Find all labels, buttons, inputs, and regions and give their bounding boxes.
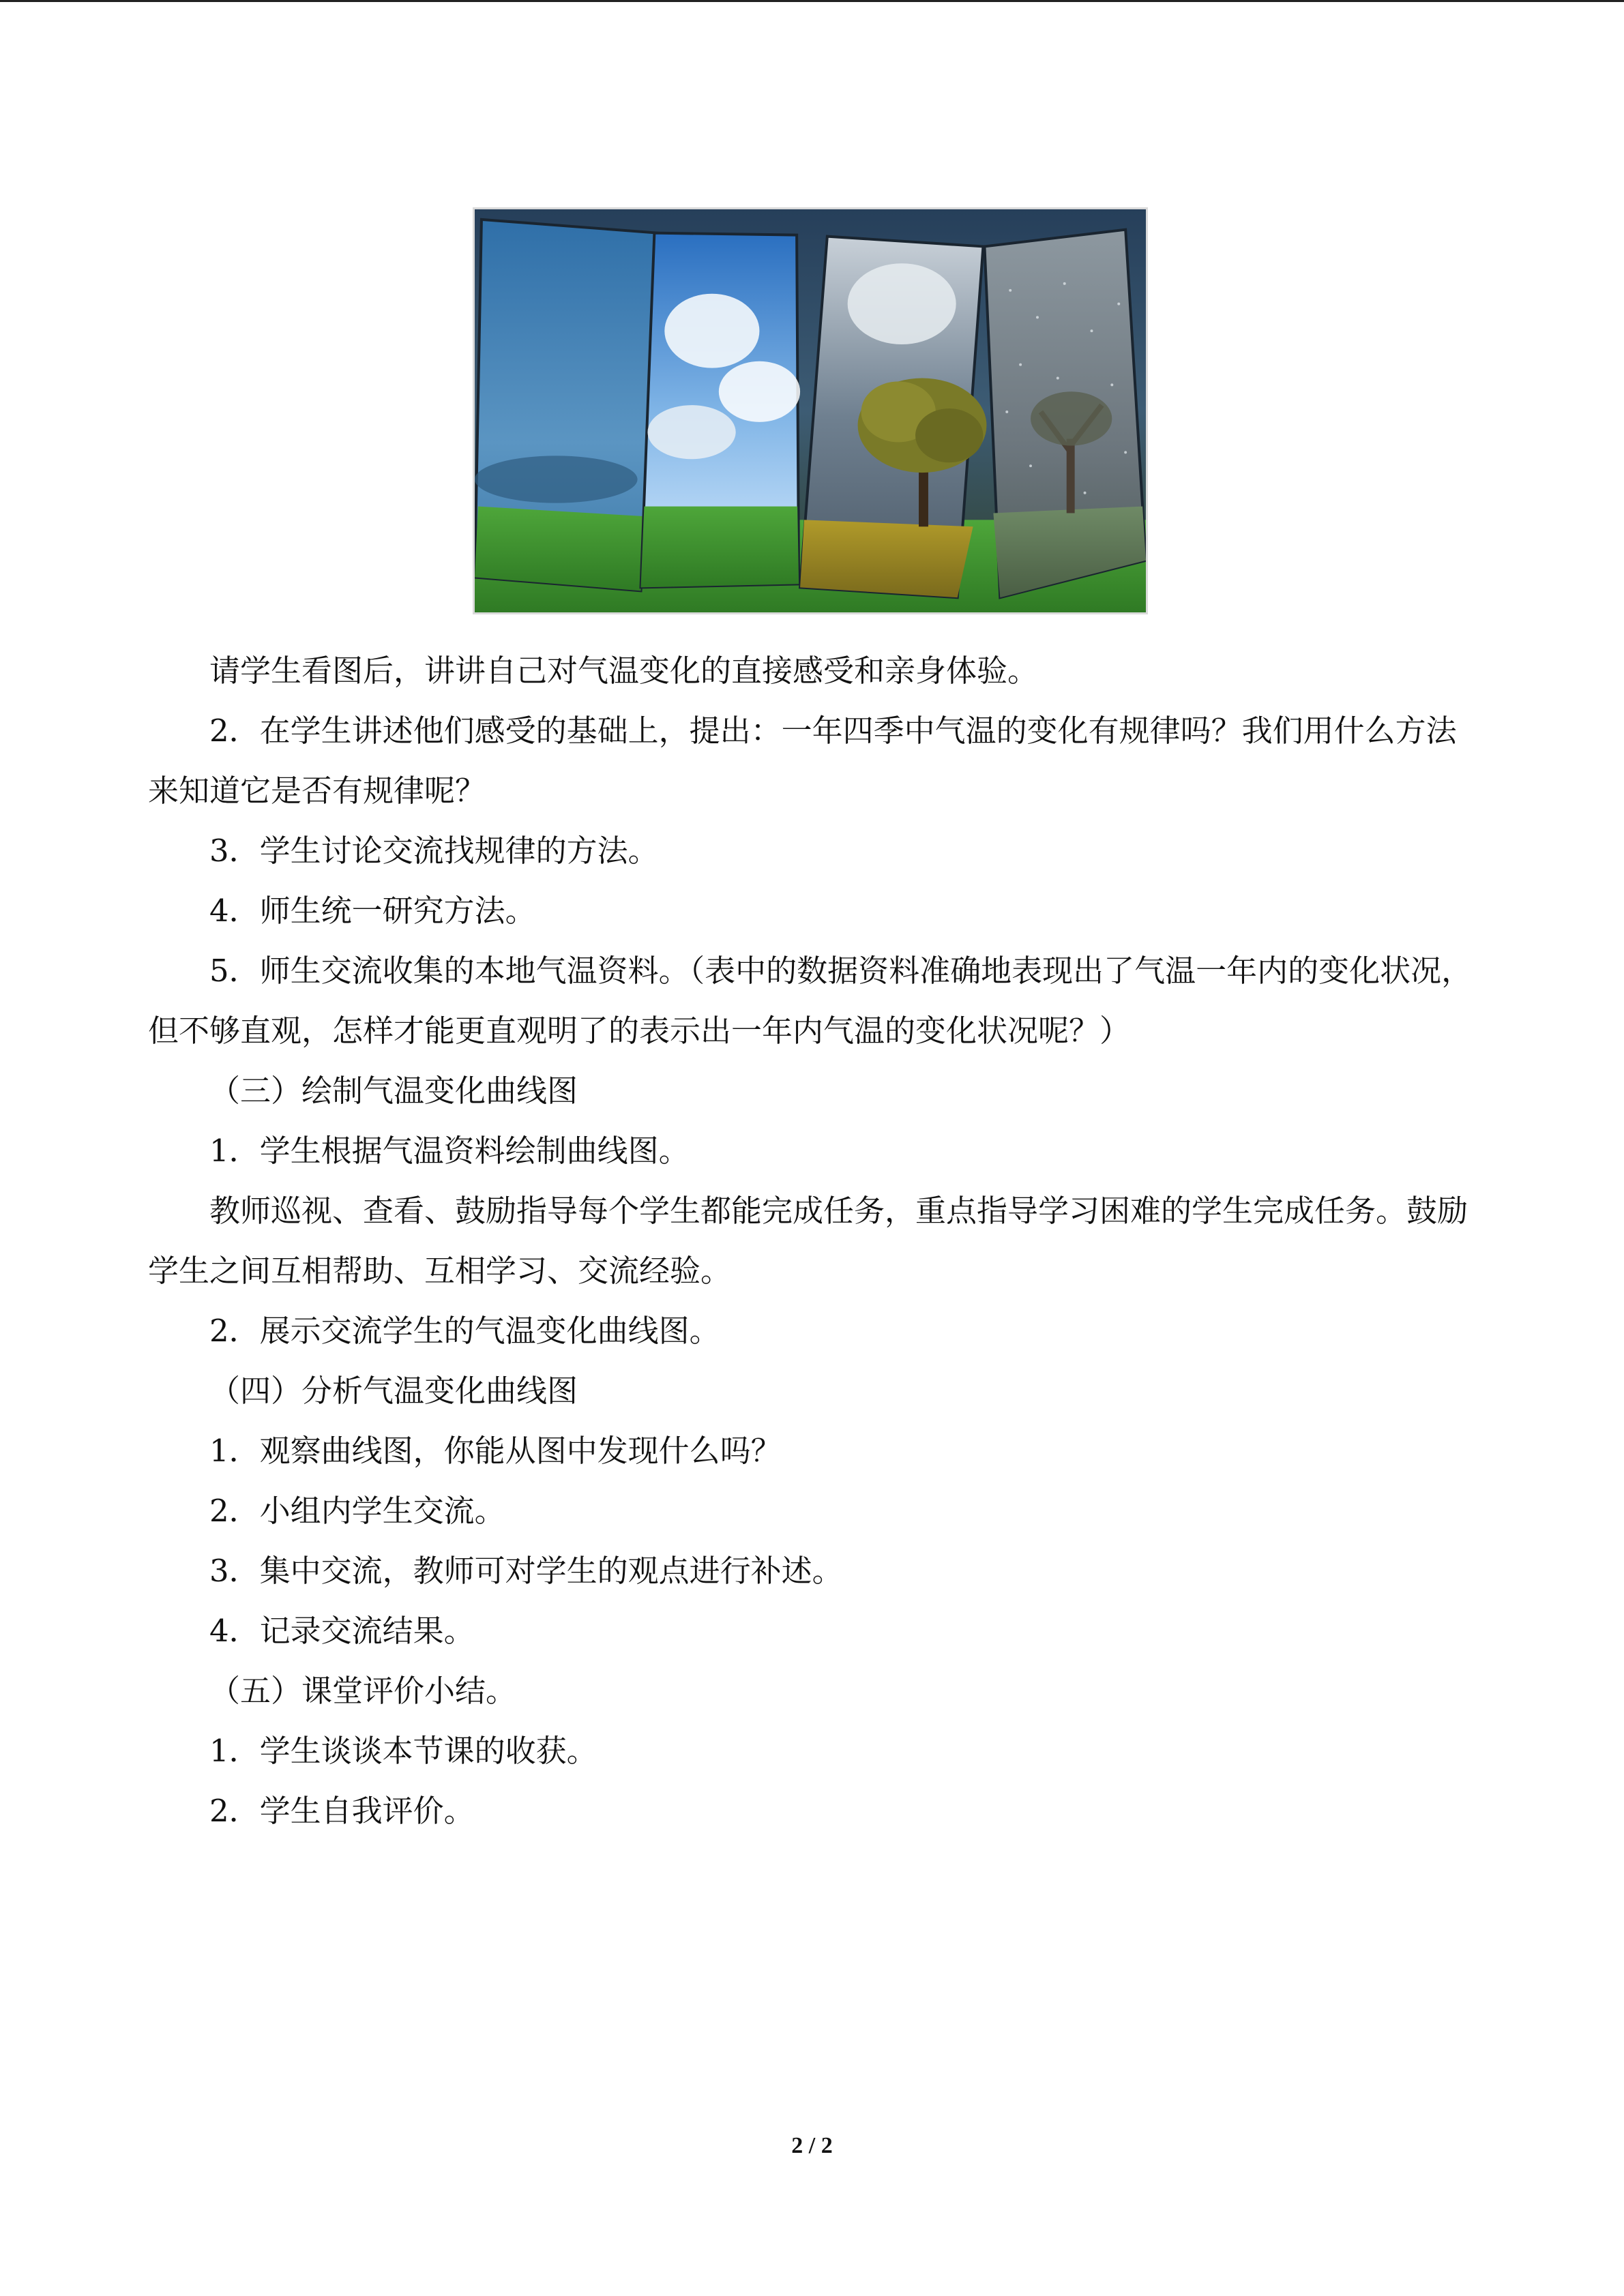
paragraph: 请学生看图后，讲讲自己对气温变化的直接感受和亲身体验。: [209, 653, 1039, 689]
section-heading: （三）绘制气温变化曲线图: [209, 1073, 578, 1109]
paragraph: 5．师生交流收集的本地气温资料。（表中的数据资料准确地表现出了气温一年内的变化状况，但不够直观，怎样才能更直观明了的表示出一年内气温的变化状况呢？）: [148, 953, 1473, 1049]
paragraph: 教师巡视、查看、鼓励指导每个学生都能完成任务，重点指导学习困难的学生完成任务。鼓励学生之间互相帮助、互相学习、交流经验。: [148, 1193, 1468, 1289]
paragraph: 1．学生根据气温资料绘制曲线图。: [209, 1133, 690, 1169]
lesson-body: [148, 641, 1478, 1841]
paragraph: 4．记录交流结果。: [209, 1613, 475, 1649]
paragraph: 3．集中交流，教师可对学生的观点进行补述。: [209, 1553, 843, 1589]
paragraph: 2．小组内学生交流。: [209, 1493, 505, 1529]
paragraph: 2．学生自我评价。: [209, 1793, 475, 1829]
section-heading: （四）分析气温变化曲线图: [209, 1373, 578, 1409]
page-top-border: [0, 0, 1624, 2]
four-seasons-image: [473, 207, 1148, 614]
paragraph: 2．在学生讲述他们感受的基础上，提出：一年四季中气温的变化有规律吗？我们用什么方法来知道它是否有规律呢？: [148, 713, 1457, 809]
page-number: 2 / 2: [791, 2133, 833, 2158]
paragraph: 1．观察曲线图，你能从图中发现什么吗？: [209, 1433, 782, 1469]
paragraph: 4．师生统一研究方法。: [209, 893, 536, 929]
paragraph: 2．展示交流学生的气温变化曲线图。: [209, 1313, 720, 1349]
section-heading: （五）课堂评价小结。: [209, 1673, 517, 1709]
four-seasons-illustration: [475, 209, 1146, 612]
paragraph: 1．学生谈谈本节课的收获。: [209, 1733, 597, 1769]
paragraph: 3．学生讨论交流找规律的方法。: [209, 833, 659, 869]
